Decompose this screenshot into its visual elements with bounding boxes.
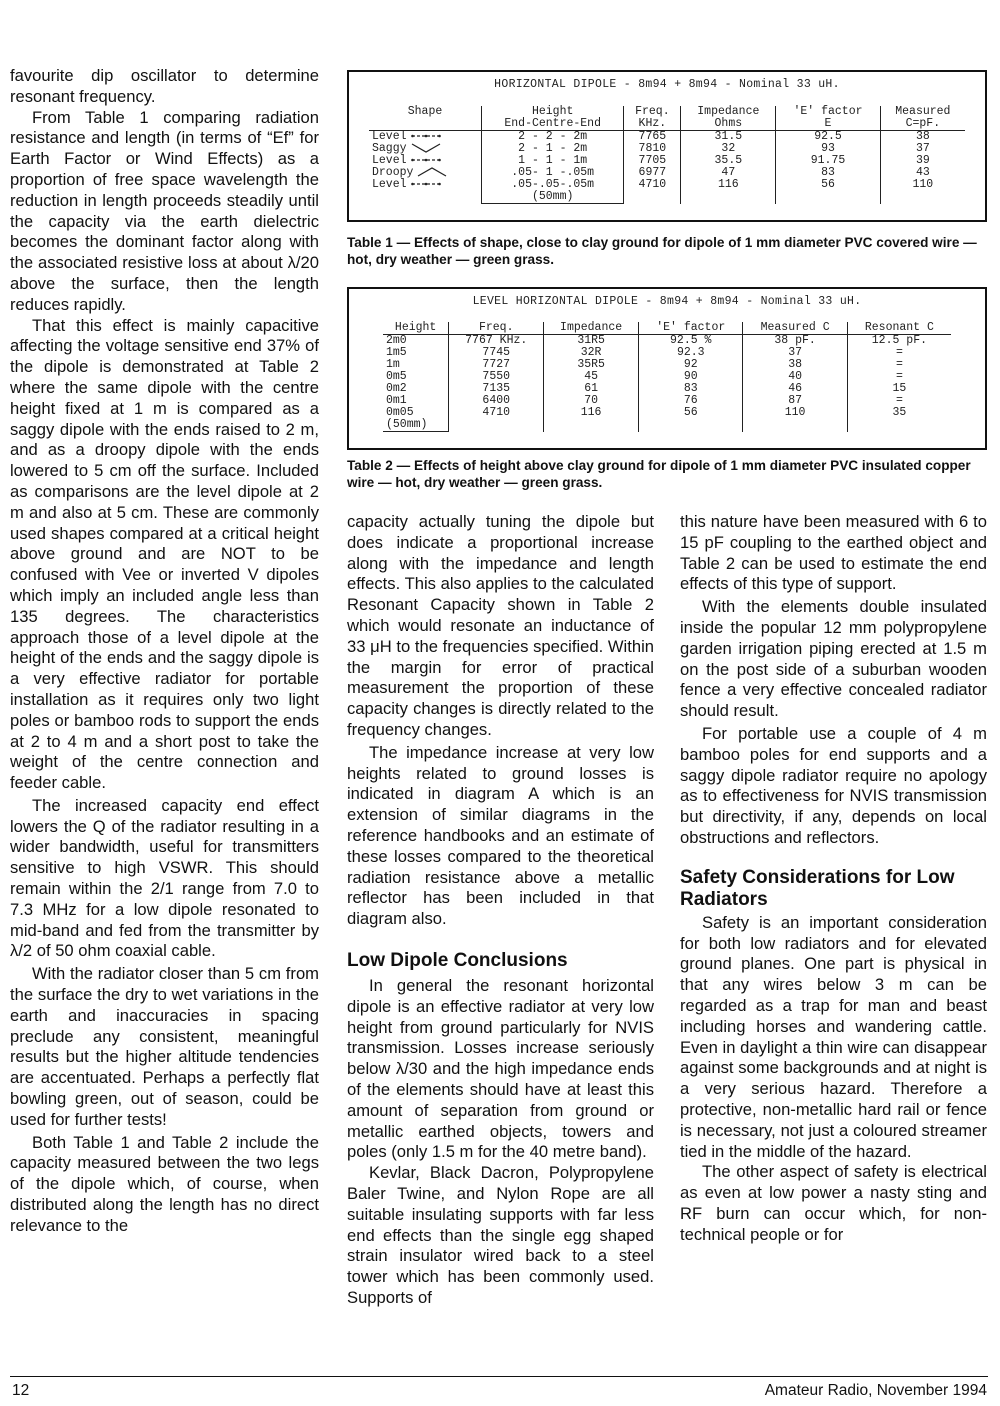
- table-cell: 76: [639, 395, 743, 407]
- cell-text: 2 - 2 - 2m: [518, 130, 588, 144]
- footer-rule: [10, 1376, 988, 1377]
- table-row: [383, 395, 951, 407]
- paragraph: In general the resonant horizontal dipole is an effective radiator at very low height from ground particularly for NVIS transmission. Losses increase seriously below λ/30 and the high impedance ends of the elements should have at least this amount of separation from ground or metallic earthed objects, towers and poles (only 1.5 m for the 40 metre band).: [347, 975, 654, 1162]
- table-cell: =: [895, 346, 903, 359]
- paragraph: With the radiator closer than 5 cm from the surface the dry to wet variations in the earth and inaccuracies in spacing preclude any consistent, meaningful results but the higher altitude tendencies are accentuated. Perhaps a perfectly flat bowling green, out of season, could be used for further tests!: [10, 964, 319, 1129]
- paragraph: Kevlar, Black Dacron, Polypropylene Baler Twine, and Nylon Rope are all suitable insulating supports with far less end effects than the single egg shaped strain insulator wired back to a steel tower which has been commonly used. Supports of: [347, 1163, 654, 1307]
- cell-text: 7810: [638, 142, 667, 156]
- paragraph: With the elements double insulated inside the popular 12 mm polypropylene garden irrigation piping erected at 1.5 m on the post side of a suburban wooden fence a very effective concealed radiator should result.: [680, 597, 987, 721]
- table-footnote-row: [369, 191, 965, 204]
- table-cell: [369, 179, 482, 191]
- cell-text: Droopy: [372, 166, 414, 180]
- table-cell: 0m05: [383, 407, 449, 419]
- paragraph: Both Table 1 and Table 2 include the capacity measured between the two legs of the dipole which, of course, when distributed along the length has no direct relevance to the: [10, 1132, 319, 1235]
- table-row: [369, 167, 965, 179]
- table-2-header: 'E' factor: [639, 322, 743, 335]
- table-1-unit: E: [776, 118, 880, 131]
- table-cell: 87: [743, 395, 847, 407]
- table-2-header: Impedance: [544, 322, 639, 335]
- table-1-heading: HORIZONTAL DIPOLE - 8m94 + 8m94 - Nominal 33 uH.: [494, 78, 840, 91]
- table-cell: 6400: [449, 395, 544, 407]
- table-cell: [681, 191, 776, 204]
- table-cell: 61: [544, 383, 639, 395]
- table-cell: 0m1: [383, 395, 449, 407]
- table-cell: 92: [639, 359, 743, 371]
- table-cell: 32R: [544, 347, 639, 359]
- table-cell: [681, 179, 776, 191]
- table-cell: 90: [639, 371, 743, 383]
- cell-text: Level: [372, 178, 407, 192]
- page-number: 12: [12, 1382, 30, 1399]
- table-row: [383, 359, 951, 371]
- table-cell: 7767 KHz.: [449, 335, 544, 348]
- table-cell: 70: [544, 395, 639, 407]
- body-column-middle: [347, 512, 654, 1309]
- droopy-dipole-icon: [417, 167, 447, 177]
- paragraph: Safety is an important consideration for both low radiators and for elevated ground planes. One part is physical in that any wires below 3 m can be regarded as a trap for man and beast including horses and wandering cattle. Even in daylight a thin wire can disappear against some backgrounds and at night is a very serious hazard. Therefore a protective, non-metallic hard rail or fence is necessary, not just a coloured streamer tied in the middle of the hazard.: [680, 912, 987, 1161]
- table-cell: (50mm): [482, 191, 624, 204]
- table-footnote-row: [383, 419, 951, 432]
- table-cell: [776, 191, 880, 204]
- table-2-header: Height: [383, 322, 449, 335]
- table-1-unit: [369, 118, 482, 131]
- cell-text: 39: [915, 154, 930, 168]
- table-1-header: 'E' factor: [776, 106, 880, 118]
- paragraph: From Table 1 comparing radiation resistance and length (in terms of “Ef” for Earth Factor or Wind Effects) as a proportion of free space wavelength the reduction in length proceeds steadily until the capacity via the earth dielectric becomes the dominant factor along with the associated resistive loss at about λ/20 above the surface, then the length reduces rapidly.: [10, 107, 319, 314]
- table-row: [369, 155, 965, 167]
- table-1: [369, 106, 965, 204]
- table-cell: [880, 179, 965, 191]
- cell-text: Level: [372, 130, 407, 144]
- table-cell: 7550: [449, 371, 544, 383]
- cell-text: 7705: [638, 154, 667, 168]
- table-cell: [369, 191, 482, 204]
- table-row: [369, 143, 965, 155]
- cell-text: 116: [717, 178, 739, 192]
- paragraph: The impedance increase at very low heights related to ground losses is indicated in diagram A which is an extension of similar diagrams in the reference handbooks and an estimate of these losses compared to the theoretical radiation resistance above a metallic reflector has been included in that diagram also.: [347, 742, 654, 929]
- table-cell: [743, 419, 847, 432]
- table-cell: 1m5: [383, 347, 449, 359]
- table-1-box: [347, 70, 987, 222]
- table-cell: [639, 419, 743, 432]
- cell-text: 1 - 1 - 1m: [518, 154, 588, 168]
- table-row: [383, 347, 951, 359]
- saggy-dipole-icon: [411, 143, 441, 153]
- table-cell: 35R5: [544, 359, 639, 371]
- cell-text: Level: [372, 154, 407, 168]
- table-2-header: Resonant C: [847, 322, 951, 335]
- table-cell: 56: [639, 407, 743, 419]
- cell-text: 31.5: [714, 130, 743, 144]
- table-cell: 2m0: [383, 335, 449, 348]
- cell-text: 7765: [638, 130, 667, 144]
- table-cell: 4710: [449, 407, 544, 419]
- table-cell: [776, 179, 880, 191]
- table-cell: [880, 191, 965, 204]
- cell-text: 91.75: [810, 154, 846, 168]
- table-row: [383, 371, 951, 383]
- table-cell: 92.5 %: [639, 335, 743, 348]
- cell-text: .05-.05-.05m: [511, 178, 595, 192]
- paragraph: The increased capacity end effect lowers the Q of the radiator resulting in a wider bandwidth, useful for transmitters sensitive to high VSWR. This should remain within the 2/1 range from 7.0 to 7.3 MHz for a low dipole resonated to mid-band and fed from the transmitter by λ/2 of 50 ohm coaxial cable.: [10, 795, 319, 961]
- table-cell: 116: [544, 407, 639, 419]
- table-cell: 83: [639, 383, 743, 395]
- level-dipole-icon: [411, 155, 441, 165]
- cell-text: Saggy: [372, 142, 407, 156]
- table-2-body: [383, 335, 951, 432]
- cell-text: 35.5: [714, 154, 743, 168]
- table-cell: 38: [743, 359, 847, 371]
- paragraph: That this effect is mainly capacitive affecting the voltage sensitive end 37% of the dipole is demonstrated at Table 2 where the same dipole with the centre height fixed at 1 m is compared as a saggy dipole with the ends raised to 2 m, and as a droopy dipole with the ends lowered to 5 cm off the surface. Included as comparisons are the level dipole at 2 m and also at 5 cm. These are commonly used shapes compared at a critical height above ground and are NOT to be confused with Vee or inverted V dipoles which imply an included angle less than 135 degrees. The characteristics approach those of a level dipole at the height of the ends and the saggy dipole is a very effective radiator for portable installation as it requires only two light poles or bamboo rods to support the ends at 2 to 4 m and a short post to take the weight of the centre connection and feeder cable.: [10, 315, 319, 793]
- paragraph: For portable use a couple of 4 m bamboo poles for end supports and a saggy dipole radiator require no apology as to effectiveness for NVIS transmission but directivity, if any, depends on local obstructions and reflectors.: [680, 723, 987, 847]
- table-cell: 38 pF.: [743, 335, 847, 348]
- body-column-right: [680, 512, 987, 1246]
- cell-text: 4710: [638, 178, 667, 192]
- table-cell: 45: [544, 371, 639, 383]
- table-cell: (50mm): [383, 419, 449, 432]
- table-cell: =: [895, 394, 903, 407]
- cell-text: 6977: [638, 166, 667, 180]
- cell-text: 56: [821, 178, 835, 192]
- table-2: [383, 322, 951, 432]
- table-1-unit: C=pF.: [880, 118, 965, 131]
- table-cell: 0m5: [383, 371, 449, 383]
- table-1-unit: Ohms: [681, 118, 776, 131]
- table-2-header: Measured C: [743, 322, 847, 335]
- table-cell: 7727: [449, 359, 544, 371]
- table-cell: 31R5: [544, 335, 639, 348]
- cell-text: 38: [915, 130, 930, 144]
- cell-text: 93: [821, 142, 835, 156]
- table-1-unit: KHz.: [624, 118, 681, 131]
- table-cell: 110: [743, 407, 847, 419]
- table-cell: 46: [743, 383, 847, 395]
- cell-text: 110: [912, 178, 934, 192]
- table-row: [383, 383, 951, 395]
- cell-text: 83: [821, 166, 835, 180]
- table-row: [369, 131, 965, 144]
- table-cell: 15: [892, 382, 907, 395]
- table-cell: [847, 419, 951, 432]
- paragraph: this nature have been measured with 6 to 15 pF coupling to the earthed object and Table 2 can be used to estimate the end effects of this type of support.: [680, 512, 987, 594]
- table-cell: =: [895, 358, 903, 371]
- table-2-caption: Table 2 — Effects of height above clay ground for dipole of 1 mm diameter PVC insulated copper wire — hot, dry weather — green grass.: [347, 458, 971, 490]
- body-column-left: [10, 66, 319, 1237]
- table-row: [383, 407, 951, 419]
- table-cell: 35: [892, 406, 907, 419]
- table-row: [369, 179, 965, 191]
- table-1-body: [369, 131, 965, 204]
- cell-text: .05- 1 -.05m: [511, 166, 595, 180]
- table-cell: [449, 419, 544, 432]
- table-cell: 7135: [449, 383, 544, 395]
- section-heading: Safety Considerations for Low Radiators: [680, 866, 955, 910]
- paragraph: favourite dip oscillator to determine resonant frequency.: [10, 66, 319, 106]
- table-cell: 0m2: [383, 383, 449, 395]
- table-cell: =: [895, 370, 903, 383]
- table-1-header: Impedance: [681, 106, 776, 118]
- cell-text: 37: [915, 142, 930, 156]
- table-cell: [624, 179, 681, 191]
- cell-text: 32: [721, 142, 736, 156]
- table-cell: 40: [743, 371, 847, 383]
- table-cell: 92.3: [639, 347, 743, 359]
- paragraph: The other aspect of safety is electrical as even at low power a nasty sting and RF burn can occur which, for non-technical people or for: [680, 1162, 987, 1244]
- table-cell: 1m: [383, 359, 449, 371]
- level-dipole-icon: [411, 179, 441, 189]
- cell-text: 43: [915, 166, 930, 180]
- table-cell: 7745: [449, 347, 544, 359]
- table-cell: [624, 191, 681, 204]
- table-1-unit: End-Centre-End: [482, 118, 624, 131]
- level-dipole-icon: [411, 131, 441, 141]
- section-heading: Low Dipole Conclusions: [347, 949, 568, 971]
- table-1-header: Measured: [895, 105, 951, 118]
- cell-text: 47: [721, 166, 736, 180]
- table-row: [383, 335, 951, 348]
- table-cell: 12.5 pF.: [871, 334, 927, 347]
- table-2-heading: LEVEL HORIZONTAL DIPOLE - 8m94 + 8m94 - Nominal 33 uH.: [472, 295, 862, 308]
- table-2-box: [347, 287, 987, 450]
- table-cell: [544, 419, 639, 432]
- table-2-header: Freq.: [449, 322, 544, 335]
- cell-text: 92.5: [814, 130, 842, 144]
- publication-credit: Amateur Radio, November 1994: [764, 1382, 987, 1399]
- cell-text: 2 - 1 - 2m: [518, 142, 588, 156]
- table-cell: 37: [743, 347, 847, 359]
- table-1-header: Freq.: [624, 106, 681, 118]
- table-1-header: Height: [482, 106, 624, 118]
- paragraph: capacity actually tuning the dipole but does indicate a proportional increase along with the impedance and length effects. This also applies to the calculated Resonant Capacity shown in Table 2 which would resonate an inductance of 33 μH to the frequencies specified. Within the margin for error of practical measurement the proportion of these capacity changes is directly related to the frequency changes.: [347, 512, 654, 739]
- table-1-header: Shape: [369, 106, 482, 118]
- table-1-caption: Table 1 — Effects of shape, close to clay ground for dipole of 1 mm diameter PVC covered wire — hot, dry weather — green grass.: [347, 235, 977, 267]
